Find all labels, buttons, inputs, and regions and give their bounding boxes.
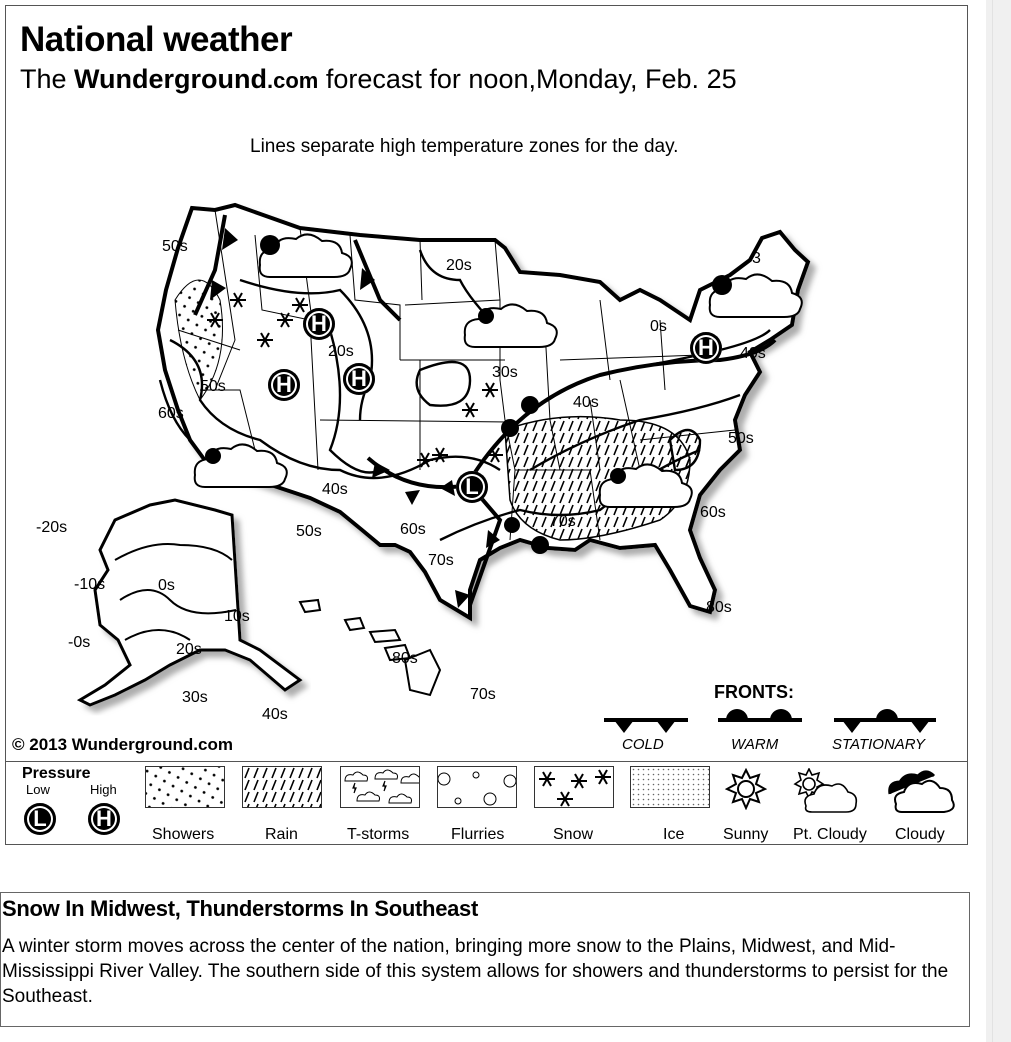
fronts-legend-symbols (600, 700, 950, 736)
pressure-high-label: High (90, 782, 117, 797)
warm-front-symbol (718, 709, 802, 720)
temperature-label: -10s (74, 576, 106, 593)
temperature-label: 70s (470, 686, 496, 703)
temperature-label: 80s (706, 599, 732, 616)
stationary-front-label: STATIONARY (832, 736, 926, 753)
temperature-label: 20s (446, 257, 472, 274)
story-body: A winter storm moves across the center of the nation, bringing more snow to the Plains, Midwest, and Mid-Mississippi River Valley. The southern side of this system allows for showers and thunderstorms to persist for the Southeast. (2, 936, 949, 1007)
temperature-label: 70s (550, 513, 576, 530)
temperature-label: 70s (428, 552, 454, 569)
temperature-label: 40s (262, 706, 288, 723)
cold-front-symbol (604, 720, 688, 733)
t-storms-swatch (340, 766, 420, 808)
warm-front-label: WARM (731, 736, 779, 753)
legend-label-flurries: Flurries (451, 826, 505, 843)
temperature-label: 10s (224, 608, 250, 625)
temperature-label: 0s (158, 577, 175, 594)
temperature-label: 30s (182, 689, 208, 706)
page-title: National weather (20, 20, 293, 59)
temperature-label: 40s (573, 394, 599, 411)
page-subtitle: The Wunderground.com forecast for noon,Monday, Feb. 25 (20, 64, 737, 94)
temperature-label: 60s (158, 405, 184, 422)
high-pressure-marker: H (303, 308, 335, 340)
temperature-label: 40s (322, 481, 348, 498)
low-pressure-marker: L (456, 471, 488, 503)
temperature-label: 50s (162, 238, 188, 255)
legend-label-showers: Showers (152, 826, 215, 843)
partly-cloudy-icon (792, 768, 860, 814)
pressure-legend-title: Pressure (22, 765, 91, 782)
temperature-label: 60s (700, 504, 726, 521)
cloudy-icon (886, 770, 960, 814)
legend-label-ice: Ice (663, 826, 685, 843)
high-pressure-marker: H (690, 332, 722, 364)
t-storm-cloud-icons (341, 767, 420, 808)
hawaii-islands (300, 600, 440, 695)
legend-label-t-storms: T-storms (347, 826, 410, 843)
high-pressure-marker: H (268, 369, 300, 401)
temperature-label: 30s (492, 364, 518, 381)
temperature-label: 20s (328, 343, 354, 360)
stationary-front-symbol (834, 709, 936, 733)
legend-label-rain: Rain (265, 826, 298, 843)
legend-label-partly-cloudy: Pt. Cloudy (793, 826, 867, 843)
temperature-label: 50s (296, 523, 322, 540)
contiguous-us-outline (158, 205, 808, 618)
alaska-outline (80, 500, 300, 705)
pressure-low-label: Low (26, 782, 50, 797)
cold-front-label: COLD (622, 736, 664, 753)
copyright-text: © 2013 Wunderground.com (12, 735, 233, 754)
flurries-swatch (437, 766, 517, 808)
temperature-label: 3 (752, 250, 761, 267)
story-headline: Snow In Midwest, Thunderstorms In Southeast (2, 896, 479, 921)
legend-label-sunny: Sunny (723, 826, 769, 843)
sun-icon (725, 768, 767, 810)
temperature-label: 40s (740, 345, 766, 362)
temperature-label: -0s (68, 634, 91, 651)
legend-label-cloudy: Cloudy (895, 826, 945, 843)
temperature-label: 80s (392, 650, 418, 667)
temperature-label: 50s (200, 378, 226, 395)
temperature-label: -20s (36, 519, 68, 536)
high-pressure-icon: H (88, 803, 120, 835)
low-pressure-icon: L (24, 803, 56, 835)
temperature-label: 0s (650, 318, 667, 335)
snow-swatch (534, 766, 614, 808)
temperature-label: 60s (400, 521, 426, 538)
temperature-label: 50s (728, 430, 754, 447)
high-pressure-marker: H (343, 363, 375, 395)
legend-divider (5, 761, 968, 762)
map-note: Lines separate high temperature zones for the day. (250, 136, 679, 157)
rain-swatch (242, 766, 322, 808)
showers-swatch (145, 766, 225, 808)
ice-swatch (630, 766, 710, 808)
legend-label-snow: Snow (553, 826, 594, 843)
fronts-title: FRONTS: (714, 682, 794, 702)
temperature-label: 20s (176, 641, 202, 658)
